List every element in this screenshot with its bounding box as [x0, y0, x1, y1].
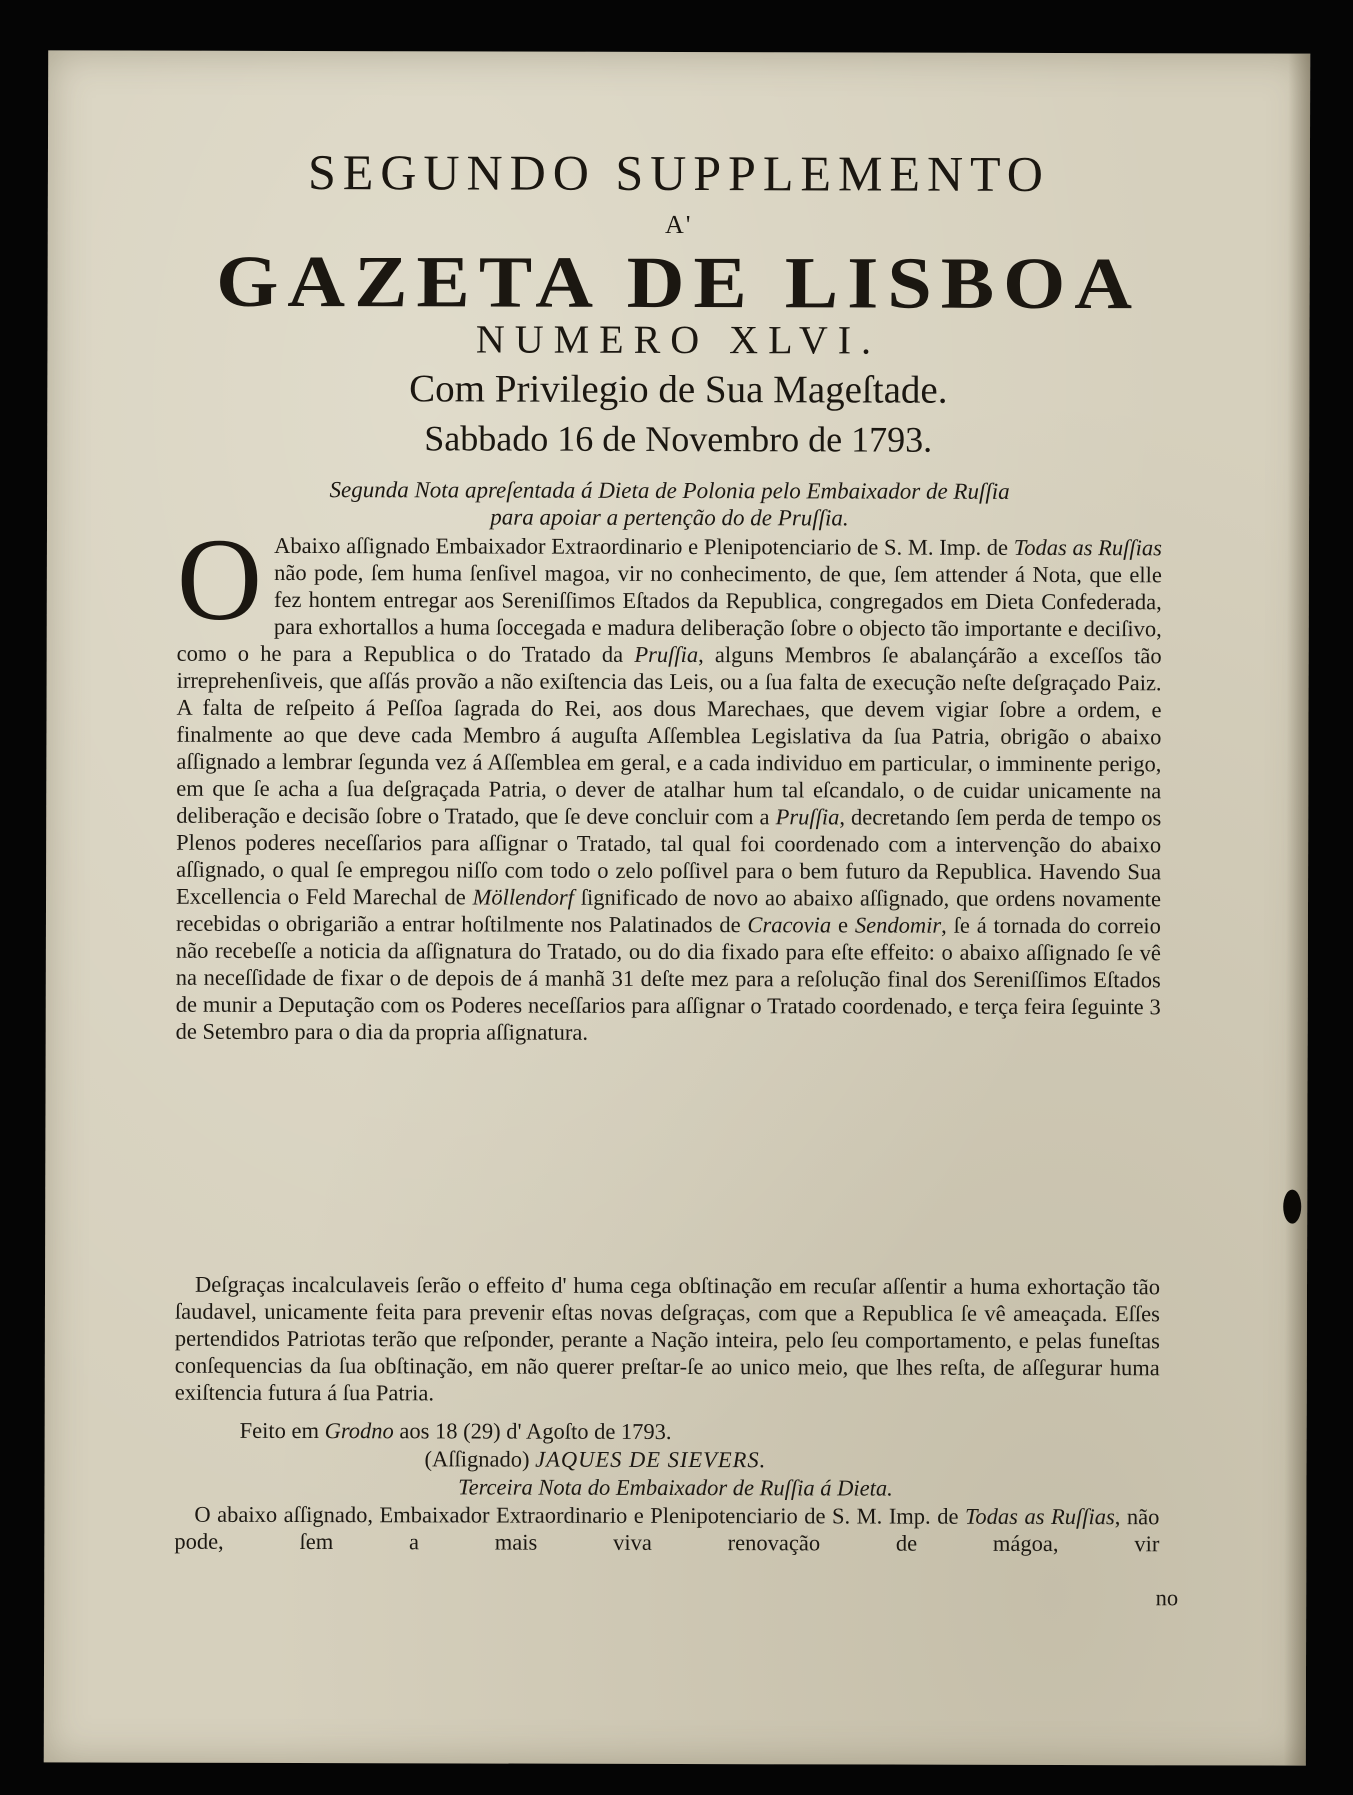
newspaper-page	[44, 50, 1310, 1765]
section-heading-terceira-nota: Terceira Nota do Embaixador de Ruſſia á Dieta.	[458, 1474, 893, 1501]
catchword: no	[1155, 1585, 1179, 1611]
paragraph-2: Deſgraças incalculaveis ſerão o effeito d' huma cega obſtinação em recuſar aſſentir a huma exhortação tão ſaudavel, unicamente feita para prevenir eſtas novas deſgraças, com que a Republica ſe vê ameaçada. Eſſes pertendidos Patriotas terão que reſponder, perante a Nação inteira, pelo ſeu comportamento, e pelas funeſtas conſequencias da ſua obſtinação, em não querer preſtar-ſe ao unico meio, que lhes reſta, de aſſegurar huma exiſtencia futura á ſua Patria.	[174, 1271, 1161, 1406]
text-run: , ſe á tornada do correio não recebeſſe a noticia da aſſignatura do Tratado, ou do dia fixado para eſte effeito: o abaixo aſſignado ſe vê na neceſſidade de fixar o de depois de á manhã 31 deſte mez para a reſolução final dos Sereniſſimos Eſtados de munir a Deputação com os Poderes neceſſarios para aſſignar o Tratado coordenado, e terça feira ſeguinte 3 de Setembro para o dia da propria aſſignatura.	[175, 912, 1161, 1045]
signature-line	[425, 1446, 767, 1473]
text-run-italic: Sendomir	[854, 912, 942, 938]
text-run-italic: Cracovia	[747, 912, 832, 938]
heading-line-2: para apoiar a pertenção do de Pruſſia.	[490, 504, 849, 531]
text-run: Abaixo aſſignado Embaixador Extraordinario e Plenipotenciario de S. M. Imp. de	[274, 532, 1014, 560]
text-run-italic: Todas as Ruſſias	[1013, 534, 1162, 561]
text-run-italic: Todas as Ruſſias	[964, 1503, 1115, 1530]
drop-cap: O	[176, 513, 263, 645]
text-run-italic: Pruſſia	[775, 804, 840, 830]
text-run: , não pode, ſem a mais viva renovação de mágoa, vir	[174, 1504, 1160, 1557]
text-run: (Aſſignado)	[424, 1446, 536, 1472]
text-run: não pode, ſem huma ſenſivel magoa, vir no conhecimento, de que, ſem attender á Nota, que elle fez hontem entregar aos Sereniſſimos Eſtados da Republica, congregados em Dieta Confederada, para exhortallos a huma ſoccegada e madura deliberação ſobre o objecto tão importante e deciſivo, como o he para a Republica o do Tratado da	[176, 559, 1162, 667]
paragraph-3	[174, 1501, 1159, 1558]
masthead-a: A'	[665, 209, 693, 240]
text-run: , alguns Membros ſe abalançárão a exceſſos tão irreprehenſiveis, que aſſás provão a não exiſtencia das Leis, ou a ſua falta de execução neſte deſgraçado Paiz. A falta de reſpeito á Peſſoa ſagrada do Rei, aos dous Marechaes, que devem vigiar ſobre a ordem, e finalmente ao que deve cada Membro á auguſta Aſſemblea Legislativa da ſua Patria, obrigão o abaixo aſſignado a lembrar ſegunda vez á Aſſemblea em geral, e a cada individuo em particular, o imminente perigo, em que ſe acha a ſua deſgraçada Patria, o dever de atalhar hum tal eſcandalo, o de cuidar unicamente na deliberação e decisão ſobre o Tratado, que ſe deve concluir com a	[176, 642, 1162, 830]
text-run: e	[831, 912, 855, 938]
dateline	[240, 1418, 672, 1445]
text-run: ſignificado de novo ao abaixo aſſignado, que ordens novamente recebidas o obrigarião a entrar hoſtilmente nos Palatinados de	[175, 884, 1162, 938]
masthead-privilege: Com Privilegio de Sua Mageſtade.	[409, 367, 948, 412]
text-run-italic: Möllendorf	[472, 884, 574, 910]
text-run-italic: Pruſſia	[634, 641, 699, 668]
heading-line-1: Segunda Nota apreſentada á Dieta de Polonia pelo Embaixador de Ruſſia	[329, 477, 1010, 504]
text-run-italic: Grodno	[324, 1418, 394, 1444]
text-run: O abaixo aſſignado, Embaixador Extraordinario e Plenipotenciario de S. M. Imp. de	[194, 1501, 966, 1529]
masthead-issue-number: NUMERO XLVI.	[475, 316, 882, 363]
signatory-name: JAQUES DE SIEVERS.	[535, 1446, 767, 1473]
text-run: Feito em	[239, 1417, 325, 1444]
masthead-supplement: SEGUNDO SUPPLEMENTO	[307, 144, 1050, 202]
text-run: aos 18 (29) d' Agoſto de 1793.	[393, 1418, 672, 1444]
masthead-title: GAZETA DE LISBOA	[216, 241, 1142, 325]
binding-hole	[1283, 1190, 1301, 1224]
section-heading-segunda-nota	[177, 476, 1162, 533]
text-run: , decretando ſem perda de tempo os Plenos poderes neceſſarios para aſſignar o Tratado, tal qual foi coordenado com a intervenção do abaixo aſſignado, o qual ſe empregou niſſo com todo o zelo poſſivel para o bem futuro da Republica. Havendo Sua Excellencia o Feld Marechal de	[175, 804, 1162, 910]
masthead-date: Sabbado 16 de Novembro de 1793.	[424, 418, 933, 460]
